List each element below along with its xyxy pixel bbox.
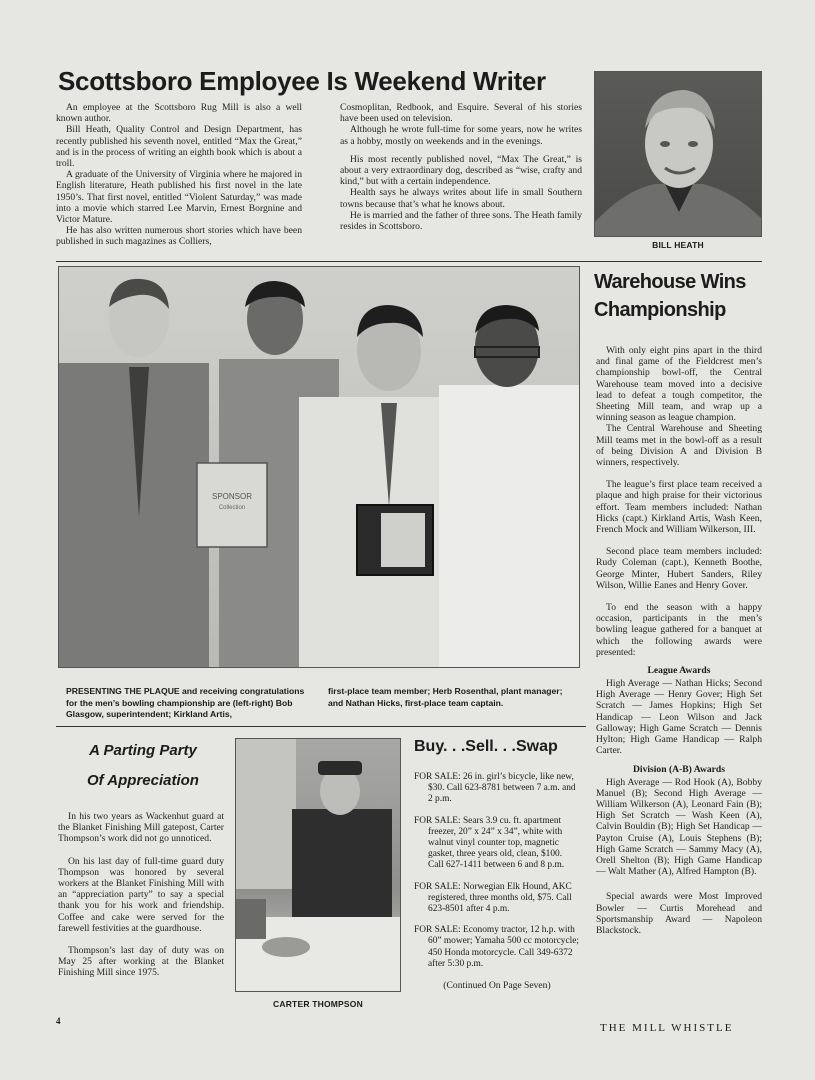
photo-bowling-plaque-graphic — [59, 267, 580, 668]
classified-ad: FOR SALE: Economy tractor, 12 h.p. with 60” mower; Yamaha 500 cc motorcycle; 450 Honda motorcycle. Call 349-6372 after 5:30 p.m. — [414, 925, 579, 969]
article2-paragraph: The Central Warehouse and Sheeting Mill teams met in the bowl-off as a result of being Division A and Division B winners, respectively. — [596, 423, 762, 469]
league-awards-text: High Average — Nathan Hicks; Second High Average — Henry Gover; High Set Scratch — James Hopkins; High Set Handicap — Leon Wilson and Jack Galloway; High Game Scratch — Dennis Hylton; High Game Handicap — Ralph Carter. — [596, 678, 762, 757]
division-awards-text: High Average — Rod Hook (A), Bobby Manuel (B); Second High Average — William Wilkerson (A), Leonard Fain (B); High Set Scratch — Wash Keen (A), Calvin Bouldin (B); High Set Handicap — Payton Cruise (A), Louis Stephens (B); High Game Scratch — Sammy Macy (A), Orell Shelton (B); High Game Handicap — Walt Mather (A), Alfred Hampton (B). — [596, 776, 762, 878]
classified-ad: FOR SALE: Sears 3.9 cu. ft. apartment freezer, 20” x 24” x 34”, white with walnut vinyl counter top, magnetic gasket, three years old, clean, $100. Call 627-1411 between 6 and 8 p.m. — [414, 815, 565, 871]
continued-notice: (Continued On Page Seven) — [443, 980, 551, 992]
classified-ad: FOR SALE: Norwegian Elk Hound, AKC registered, three months old, $75. Call 623-8501 after 4 p.m. — [414, 881, 572, 915]
article2-paragraph: The league’s first place team received a plaque and high praise for their victorious effort. Team members included: Nathan Hicks (capt.) Kirkland Artis, Wash Keen, French Mock and William Wilkerson, III. — [596, 479, 762, 536]
article2-paragraph: Second place team members included: Rudy Coleman (capt.), Kenneth Boothe, George Minter, Hubert Sanders, Riley Wilson, Willie Eanes and Henry Gover. — [596, 546, 762, 591]
article1-paragraph: Although he wrote full-time for some years, now he writes as a hobby, mostly on weekends and in the evenings. — [340, 124, 582, 147]
photo-carter-thompson — [235, 738, 401, 992]
headline-parting-party — [58, 736, 228, 796]
article2-column — [596, 345, 762, 936]
article1-paragraph: His most recently published novel, “Max The Great,” is about a very extraordinary dog, described as “wise, crafty and kind,” but with a certain independence. — [340, 153, 582, 188]
article3-paragraph: In his two years as Wackenhut guard at the Blanket Finishing Mill gatepost, Carter Thompson’s work did not go unnoticed. — [58, 811, 224, 845]
book-cover-text: SPONSOR — [211, 492, 253, 501]
divider-rule — [56, 726, 586, 727]
article1-paragraph: Health says he always writes about life in small Southern towns because that’s what he knows about. — [340, 187, 582, 210]
article3-paragraph: Thompson’s last day of duty was on May 25 after working at the Blanket Finishing Mill since 1975. — [58, 945, 224, 979]
headline-buy-sell-swap: Buy. . .Sell. . .Swap — [414, 738, 558, 755]
special-awards-text: Special awards were Most Improved Bowler — Curtis Morehead and Sportsmanship Award — Napoleon Blackstock. — [596, 891, 762, 936]
league-awards-heading: League Awards — [647, 665, 711, 677]
article2-paragraph: With only eight pins apart in the third and final game of the Fieldcrest men’s championship bowl-off, the Central Warehouse team moved into a decisive lead to defeat a tough competitor, the Sheeting Mill team, and wrap up a winning season as league champion. — [596, 345, 762, 424]
photo-bowling-plaque — [58, 266, 580, 668]
publication-name: THE MILL WHISTLE — [600, 1022, 734, 1034]
headline-warehouse-line1: Warehouse Wins — [594, 271, 746, 293]
portrait-bill-heath — [594, 71, 762, 237]
portrait-bill-heath-graphic — [595, 72, 762, 237]
article1-paragraph: A graduate of the University of Virginia where he majored in English literature, Heath published his first novel in the late 1950’s. That first novel, entitled “Violent Saturday,” was made into a movie which starred Lee Marvin, Ernest Borgnine and Victor Mature. — [56, 169, 302, 226]
divider-rule — [56, 261, 762, 262]
classified-ads-column — [414, 772, 580, 991]
main-photo-caption-part1: PRESENTING THE PLAQUE and receiving congratulations for the men’s bowling championship are (left-right) Bob Glasgow, superintendent; Kirkland Artis, — [66, 686, 305, 719]
article3-paragraph: On his last day of full-time guard duty Thompson was honored by several workers at the Blanket Finishing Mill with an “appreciation party” to say a special thank you for his work and friendship. Coffee and cake were served for the farewell festivities at the guardhouse. — [58, 855, 224, 934]
division-awards-heading: Division (A-B) Awards — [632, 763, 726, 775]
book-cover-subtext: Collection — [218, 505, 246, 511]
headline-warehouse-wins — [594, 268, 746, 324]
article1-paragraph: Bill Heath, Quality Control and Design Department, has recently published his seventh novel, entitled “Max the Great,” and is in the process of writing an eighth book which is about a troll. — [56, 124, 302, 170]
caption-bill-heath: BILL HEATH — [652, 240, 704, 250]
article1-paragraph: An employee at the Scottsboro Rug Mill is also a well known author. — [56, 102, 302, 125]
headline-weekend-writer: Scottsboro Employee Is Weekend Writer — [58, 66, 546, 96]
article1-paragraph: He has also written numerous short stories which have been published in such magazines as Colliers, — [56, 225, 302, 248]
article3-column — [58, 811, 224, 979]
article1-paragraph: He is married and the father of three sons. The Heath family resides in Scottsboro. — [340, 209, 582, 233]
headline-warehouse-line2: Championship — [594, 299, 726, 321]
main-photo-caption-part2: first-place team member; Herb Rosenthal, plant manager; and Nathan Hicks, first-place team captain. — [328, 686, 563, 708]
photo-carter-thompson-graphic — [236, 739, 401, 992]
classified-ad: FOR SALE: 26 in. girl’s bicycle, like new, $30. Call 623-8781 between 7 a.m. and 2 p.m. — [414, 772, 576, 805]
headline-parting-line2: Of Appreciation — [87, 772, 199, 789]
caption-carter-thompson: CARTER THOMPSON — [273, 999, 363, 1009]
page-number: 4 — [56, 1016, 61, 1026]
article1-column-2 — [340, 102, 582, 232]
headline-parting-line1: A Parting Party — [89, 742, 197, 759]
article1-column-1 — [56, 102, 302, 248]
article2-paragraph: To end the season with a happy occasion, participants in the men’s bowling league gathered for a banquet at which the following awards were presented: — [596, 602, 762, 658]
article1-paragraph: Cosmoplitan, Redbook, and Esquire. Several of his stories have been used on television. — [340, 102, 582, 125]
